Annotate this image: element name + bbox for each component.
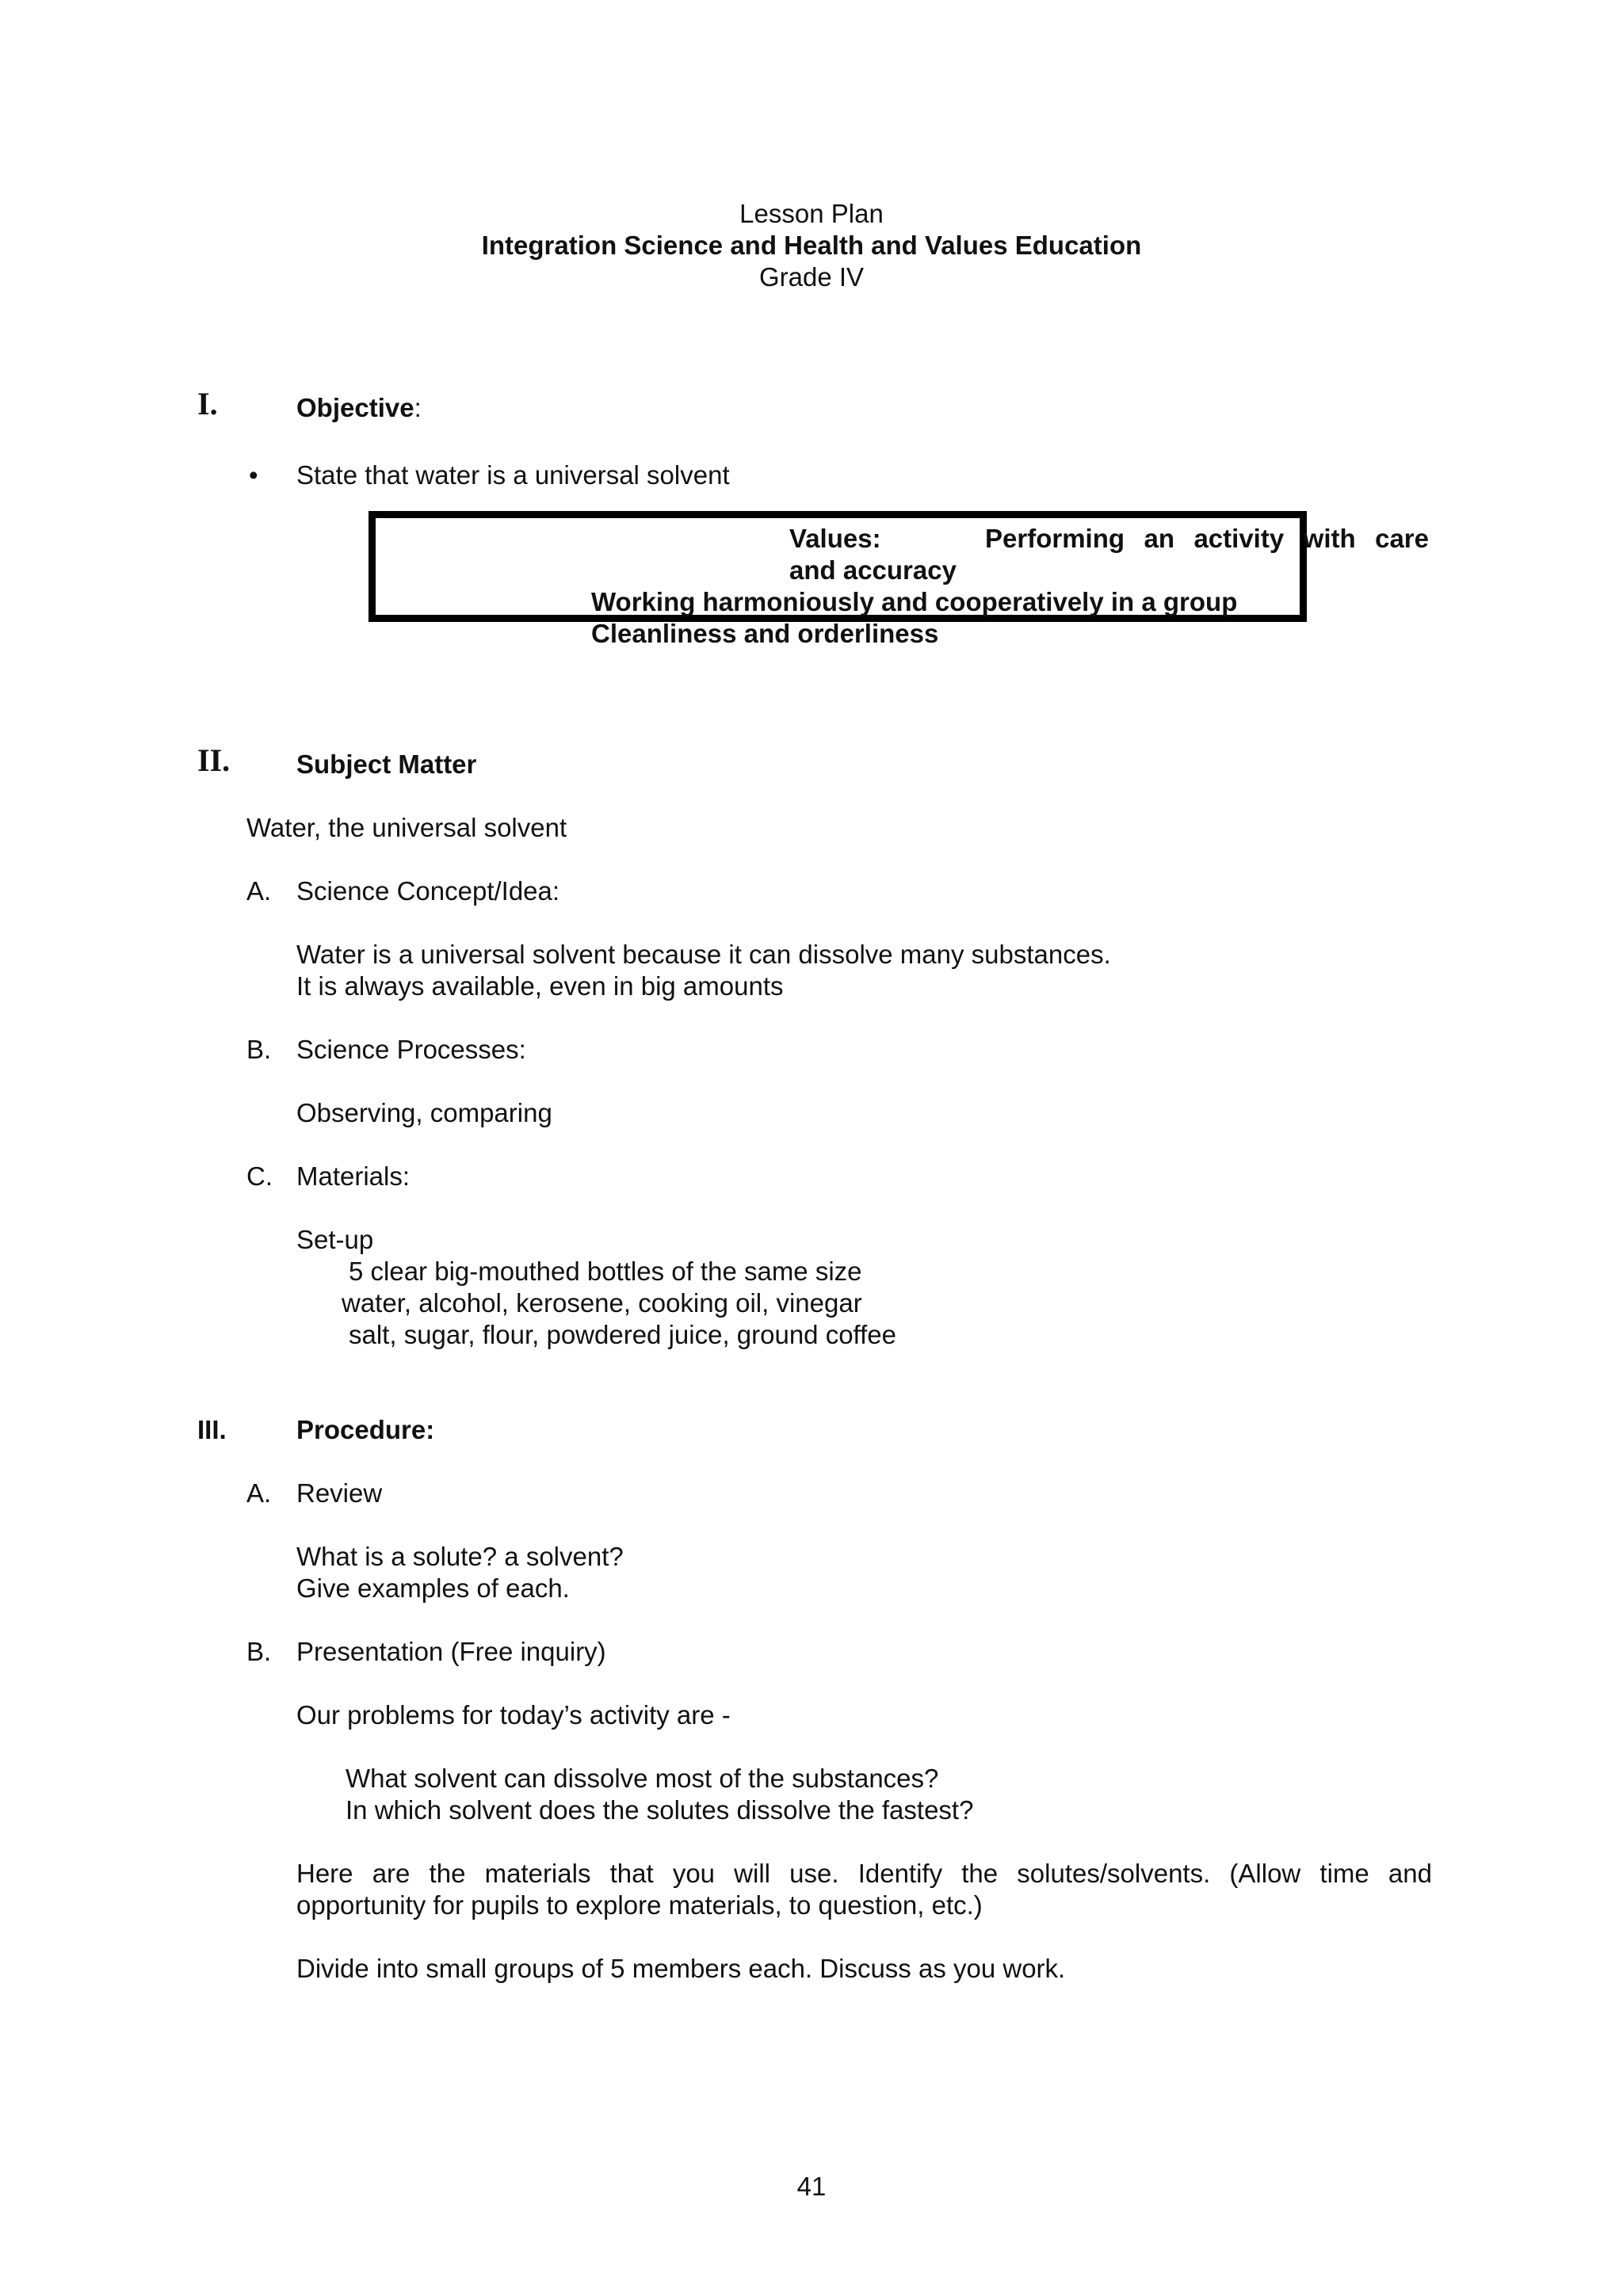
review-title: Review xyxy=(296,1478,383,1508)
concept-title: Science Concept/Idea: xyxy=(296,876,560,906)
values-label: Values: xyxy=(789,524,881,553)
concept-line-2: It is always available, even in big amounts xyxy=(296,971,784,1001)
objective-text: State that water is a universal solvent xyxy=(296,460,730,490)
materials-letter: C. xyxy=(246,1161,273,1191)
bullet-icon: • xyxy=(249,460,258,490)
header-lesson-plan: Lesson Plan xyxy=(739,199,884,228)
materials-paragraph-line-1: Here are the materials that you will use. Identify the solutes/solvents. (Allow time and xyxy=(296,1859,1432,1888)
review-line-2: Give examples of each. xyxy=(296,1573,570,1603)
review-letter: A. xyxy=(246,1478,272,1508)
processes-title: Science Processes: xyxy=(296,1035,526,1064)
header-grade: Grade IV xyxy=(758,262,865,292)
section-1-numeral: I. xyxy=(197,386,218,421)
subject-text: Water, the universal solvent xyxy=(246,813,567,842)
material-item-3: salt, sugar, flour, powdered juice, ground coffee xyxy=(349,1320,897,1349)
materials-paragraph-line-2: opportunity for pupils to explore materials, to question, etc.) xyxy=(296,1890,983,1920)
problems-intro: Our problems for today’s activity are - xyxy=(296,1700,731,1730)
concept-letter: A. xyxy=(246,876,272,906)
values-line-1: Performing an activity with care xyxy=(985,524,1429,553)
problem-question-1: What solvent can dissolve most of the substances? xyxy=(346,1764,939,1793)
values-line-2: and accuracy xyxy=(789,555,957,585)
material-item-2: water, alcohol, kerosene, cooking oil, vinegar xyxy=(342,1288,862,1318)
section-3-numeral: III. xyxy=(197,1415,227,1444)
presentation-letter: B. xyxy=(246,1637,272,1666)
review-line-1: What is a solute? a solvent? xyxy=(296,1542,624,1571)
header-title: Integration Science and Health and Values Education xyxy=(481,231,1142,260)
processes-letter: B. xyxy=(246,1035,272,1064)
setup-label: Set-up xyxy=(296,1225,374,1254)
concept-line-1: Water is a universal solvent because it can dissolve many substances. xyxy=(296,940,1111,969)
section-1-title: Objective xyxy=(296,393,414,422)
problem-question-2: In which solvent does the solutes dissolve the fastest? xyxy=(346,1795,974,1825)
section-1-heading xyxy=(296,392,422,424)
material-item-1: 5 clear big-mouthed bottles of the same size xyxy=(349,1257,862,1286)
section-2-title: Subject Matter xyxy=(296,749,477,779)
values-line-4: Cleanliness and orderliness xyxy=(591,619,939,648)
section-1-colon: : xyxy=(414,393,422,422)
section-2-numeral: II. xyxy=(197,742,231,778)
materials-title: Materials: xyxy=(296,1161,411,1191)
values-line-3: Working harmoniously and cooperatively in a group xyxy=(591,587,1238,616)
page-number: 41 xyxy=(796,2172,827,2201)
section-3-title: Procedure: xyxy=(296,1415,435,1444)
groups-paragraph: Divide into small groups of 5 members each. Discuss as you work. xyxy=(296,1954,1066,1983)
presentation-title: Presentation (Free inquiry) xyxy=(296,1637,606,1666)
processes-text: Observing, comparing xyxy=(296,1098,552,1127)
